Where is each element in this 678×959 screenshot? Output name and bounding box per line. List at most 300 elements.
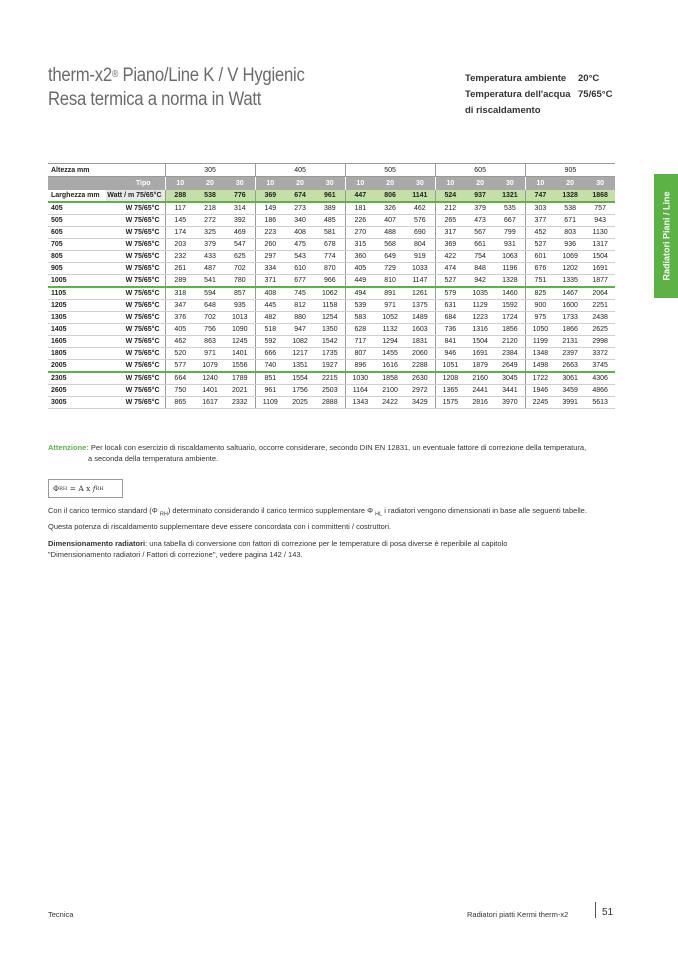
width-value: 674 bbox=[285, 190, 315, 202]
table-cell: 3970 bbox=[495, 396, 525, 408]
table-row bbox=[48, 384, 615, 396]
table-cell: 1556 bbox=[225, 359, 255, 372]
row-unit: W 75/65°C bbox=[106, 299, 165, 311]
table-cell: 1158 bbox=[315, 299, 345, 311]
table-cell: 379 bbox=[195, 238, 225, 250]
table-cell: 2422 bbox=[375, 396, 405, 408]
table-cell: 851 bbox=[255, 372, 285, 385]
table-cell: 3991 bbox=[555, 396, 585, 408]
table-cell: 186 bbox=[255, 214, 285, 226]
table-cell: 625 bbox=[225, 250, 255, 262]
table-cell: 736 bbox=[435, 323, 465, 335]
table-cell: 181 bbox=[345, 202, 375, 215]
table-cell: 340 bbox=[285, 214, 315, 226]
table-cell: 1051 bbox=[435, 359, 465, 372]
table-row bbox=[48, 287, 615, 300]
table-cell: 4866 bbox=[585, 384, 615, 396]
table-cell: 1063 bbox=[495, 250, 525, 262]
table-cell: 1691 bbox=[465, 347, 495, 359]
width-value: 1321 bbox=[495, 190, 525, 202]
table-cell: 1035 bbox=[465, 287, 495, 300]
table-cell: 212 bbox=[435, 202, 465, 215]
table-cell: 2663 bbox=[555, 359, 585, 372]
height-label: Altezza mm bbox=[48, 164, 165, 177]
table-cell: 473 bbox=[465, 214, 495, 226]
table-cell: 2441 bbox=[465, 384, 495, 396]
row-unit: W 75/65°C bbox=[106, 250, 165, 262]
table-cell: 2251 bbox=[585, 299, 615, 311]
row-unit: W 75/65°C bbox=[106, 287, 165, 300]
condition-row: Temperatura dell'acqua 75/65°C bbox=[465, 89, 613, 100]
table-cell: 1132 bbox=[375, 323, 405, 335]
table-cell: 539 bbox=[345, 299, 375, 311]
table-cell: 1554 bbox=[285, 372, 315, 385]
table-cell: 848 bbox=[465, 262, 495, 274]
table-cell: 966 bbox=[315, 274, 345, 287]
table-cell: 149 bbox=[255, 202, 285, 215]
table-cell: 757 bbox=[585, 202, 615, 215]
table-cell: 2397 bbox=[555, 347, 585, 359]
table-cell: 1877 bbox=[585, 274, 615, 287]
row-unit: W 75/65°C bbox=[106, 323, 165, 335]
table-cell: 2215 bbox=[315, 372, 345, 385]
table-cell: 289 bbox=[165, 274, 195, 287]
note-text: Per locali con esercizio di riscaldamento saltuario, occorre considerare, secondo DIN EN 12831, un eventuale fattore di correzione della temperatura, bbox=[88, 443, 587, 452]
table-cell: 1033 bbox=[405, 262, 435, 274]
table-cell: 583 bbox=[345, 311, 375, 323]
table-row bbox=[48, 347, 615, 359]
table-cell: 649 bbox=[375, 250, 405, 262]
height-header: 905 bbox=[525, 164, 615, 177]
table-cell: 975 bbox=[525, 311, 555, 323]
row-unit: W 75/65°C bbox=[106, 262, 165, 274]
table-cell: 780 bbox=[225, 274, 255, 287]
table-cell: 369 bbox=[435, 238, 465, 250]
table-cell: 935 bbox=[225, 299, 255, 311]
table-cell: 579 bbox=[435, 287, 465, 300]
table-row bbox=[48, 323, 615, 335]
table-cell: 475 bbox=[285, 238, 315, 250]
table-cell: 1858 bbox=[375, 372, 405, 385]
table-cell: 3045 bbox=[495, 372, 525, 385]
type-header-row bbox=[48, 177, 615, 190]
table-cell: 315 bbox=[345, 238, 375, 250]
table-cell: 661 bbox=[465, 238, 495, 250]
table-cell: 807 bbox=[345, 347, 375, 359]
table-cell: 1343 bbox=[345, 396, 375, 408]
table-cell: 541 bbox=[195, 274, 225, 287]
table-cell: 314 bbox=[225, 202, 255, 215]
table-row bbox=[48, 335, 615, 347]
row-height: 2005 bbox=[48, 359, 106, 372]
table-cell: 2649 bbox=[495, 359, 525, 372]
width-value: 961 bbox=[315, 190, 345, 202]
table-cell: 648 bbox=[195, 299, 225, 311]
table-cell: 666 bbox=[255, 347, 285, 359]
table-cell: 1254 bbox=[315, 311, 345, 323]
table-cell: 676 bbox=[525, 262, 555, 274]
table-cell: 610 bbox=[285, 262, 315, 274]
row-height: 2605 bbox=[48, 384, 106, 396]
type-header: 30 bbox=[495, 177, 525, 190]
formula-box: Φ RH = A x f RH bbox=[48, 479, 123, 498]
type-header: 30 bbox=[225, 177, 255, 190]
table-cell: 1691 bbox=[585, 262, 615, 274]
row-unit: W 75/65°C bbox=[106, 202, 165, 215]
table-cell: 1109 bbox=[255, 396, 285, 408]
type-header: 20 bbox=[285, 177, 315, 190]
table-cell: 1756 bbox=[285, 384, 315, 396]
row-unit: W 75/65°C bbox=[106, 396, 165, 408]
table-cell: 1328 bbox=[495, 274, 525, 287]
table-cell: 1789 bbox=[225, 372, 255, 385]
table-cell: 3429 bbox=[405, 396, 435, 408]
table-cell: 1735 bbox=[315, 347, 345, 359]
table-cell: 3441 bbox=[495, 384, 525, 396]
table-cell: 943 bbox=[585, 214, 615, 226]
type-header: 10 bbox=[165, 177, 195, 190]
table-cell: 2888 bbox=[315, 396, 345, 408]
table-cell: 942 bbox=[465, 274, 495, 287]
table-cell: 628 bbox=[345, 323, 375, 335]
table-cell: 577 bbox=[165, 359, 195, 372]
table-cell: 117 bbox=[165, 202, 195, 215]
table-cell: 857 bbox=[225, 287, 255, 300]
table-cell: 1196 bbox=[495, 262, 525, 274]
table-cell: 1130 bbox=[585, 226, 615, 238]
width-value: 1328 bbox=[555, 190, 585, 202]
type-header: 30 bbox=[315, 177, 345, 190]
table-cell: 702 bbox=[225, 262, 255, 274]
table-cell: 1350 bbox=[315, 323, 345, 335]
table-cell: 1856 bbox=[495, 323, 525, 335]
type-header: 10 bbox=[435, 177, 465, 190]
row-height: 705 bbox=[48, 238, 106, 250]
table-cell: 1223 bbox=[465, 311, 495, 323]
row-height: 905 bbox=[48, 262, 106, 274]
table-cell: 581 bbox=[315, 226, 345, 238]
table-cell: 1052 bbox=[375, 311, 405, 323]
type-header: 20 bbox=[375, 177, 405, 190]
table-cell: 1030 bbox=[345, 372, 375, 385]
width-value: 538 bbox=[195, 190, 225, 202]
row-height: 805 bbox=[48, 250, 106, 262]
paragraph-heat-load: Con il carico termico standard (Φ $_{RH}$) determinato considerando il carico termico supplementare Φ $_{HL}$ i radiatori vengono dimensionati in base alle seguenti tabelle. Questa potenza di riscaldamento supplementare deve essere concordata con i committenti / costruttori. bbox=[48, 506, 587, 531]
width-value: 524 bbox=[435, 190, 465, 202]
table-cell: 1603 bbox=[405, 323, 435, 335]
table-cell: 1013 bbox=[225, 311, 255, 323]
table-cell: 2021 bbox=[225, 384, 255, 396]
table-cell: 1062 bbox=[315, 287, 345, 300]
table-cell: 226 bbox=[345, 214, 375, 226]
table-cell: 2064 bbox=[585, 287, 615, 300]
width-row bbox=[48, 190, 615, 202]
table-cell: 1927 bbox=[315, 359, 345, 372]
table-cell: 671 bbox=[555, 214, 585, 226]
table-cell: 678 bbox=[315, 238, 345, 250]
table-cell: 2384 bbox=[495, 347, 525, 359]
row-height: 1805 bbox=[48, 347, 106, 359]
table-cell: 774 bbox=[315, 250, 345, 262]
table-cell: 919 bbox=[405, 250, 435, 262]
attention-note bbox=[48, 442, 586, 464]
table-cell: 407 bbox=[375, 214, 405, 226]
row-height: 405 bbox=[48, 202, 106, 215]
table-cell: 2160 bbox=[465, 372, 495, 385]
note-text: a seconda della temperatura ambiente. bbox=[88, 454, 219, 463]
width-value: 369 bbox=[255, 190, 285, 202]
table-cell: 1316 bbox=[465, 323, 495, 335]
table-cell: 1317 bbox=[585, 238, 615, 250]
height-header: 605 bbox=[435, 164, 525, 177]
table-cell: 261 bbox=[165, 262, 195, 274]
table-cell: 631 bbox=[435, 299, 465, 311]
table-cell: 379 bbox=[465, 202, 495, 215]
row-unit: W 75/65°C bbox=[106, 274, 165, 287]
table-row bbox=[48, 311, 615, 323]
table-cell: 1129 bbox=[465, 299, 495, 311]
title-line-2: Resa termica a norma in Watt bbox=[48, 89, 262, 110]
table-cell: 1504 bbox=[585, 250, 615, 262]
table-row bbox=[48, 359, 615, 372]
table-cell: 2816 bbox=[465, 396, 495, 408]
table-cell: 717 bbox=[345, 335, 375, 347]
type-label: Tipo bbox=[48, 177, 165, 190]
table-cell: 1294 bbox=[375, 335, 405, 347]
width-value: 447 bbox=[345, 190, 375, 202]
table-row bbox=[48, 299, 615, 311]
table-cell: 754 bbox=[465, 250, 495, 262]
row-height: 1605 bbox=[48, 335, 106, 347]
row-height: 605 bbox=[48, 226, 106, 238]
table-cell: 567 bbox=[465, 226, 495, 238]
width-value: 1141 bbox=[405, 190, 435, 202]
table-cell: 810 bbox=[375, 274, 405, 287]
table-cell: 1600 bbox=[555, 299, 585, 311]
row-height: 1105 bbox=[48, 287, 106, 300]
type-header: 10 bbox=[345, 177, 375, 190]
table-cell: 449 bbox=[345, 274, 375, 287]
page-number: 51 bbox=[602, 907, 614, 918]
table-row bbox=[48, 250, 615, 262]
table-row bbox=[48, 372, 615, 385]
table-cell: 3061 bbox=[555, 372, 585, 385]
table-cell: 664 bbox=[165, 372, 195, 385]
table-cell: 971 bbox=[195, 347, 225, 359]
table-cell: 1348 bbox=[525, 347, 555, 359]
table-cell: 946 bbox=[435, 347, 465, 359]
table-cell: 2131 bbox=[555, 335, 585, 347]
table-cell: 487 bbox=[195, 262, 225, 274]
table-cell: 2245 bbox=[525, 396, 555, 408]
table-cell: 2503 bbox=[315, 384, 345, 396]
table-cell: 462 bbox=[405, 202, 435, 215]
condition-row: di riscaldamento bbox=[465, 105, 541, 116]
table-cell: 1616 bbox=[375, 359, 405, 372]
table-cell: 389 bbox=[315, 202, 345, 215]
table-cell: 1722 bbox=[525, 372, 555, 385]
table-cell: 273 bbox=[285, 202, 315, 215]
table-cell: 474 bbox=[435, 262, 465, 274]
table-cell: 1245 bbox=[225, 335, 255, 347]
height-header: 405 bbox=[255, 164, 345, 177]
table-cell: 452 bbox=[525, 226, 555, 238]
table-cell: 751 bbox=[525, 274, 555, 287]
table-cell: 1199 bbox=[525, 335, 555, 347]
table-cell: 870 bbox=[315, 262, 345, 274]
table-cell: 936 bbox=[555, 238, 585, 250]
table-cell: 1733 bbox=[555, 311, 585, 323]
table-cell: 422 bbox=[435, 250, 465, 262]
table-cell: 1866 bbox=[555, 323, 585, 335]
table-cell: 863 bbox=[195, 335, 225, 347]
height-header: 305 bbox=[165, 164, 255, 177]
table-cell: 799 bbox=[495, 226, 525, 238]
table-cell: 433 bbox=[195, 250, 225, 262]
table-cell: 1724 bbox=[495, 311, 525, 323]
type-header: 30 bbox=[405, 177, 435, 190]
table-cell: 174 bbox=[165, 226, 195, 238]
table-cell: 1542 bbox=[315, 335, 345, 347]
table-cell: 405 bbox=[345, 262, 375, 274]
table-row bbox=[48, 274, 615, 287]
table-cell: 3459 bbox=[555, 384, 585, 396]
table-cell: 931 bbox=[495, 238, 525, 250]
table-cell: 317 bbox=[435, 226, 465, 238]
table-cell: 865 bbox=[165, 396, 195, 408]
table-cell: 303 bbox=[525, 202, 555, 215]
row-unit: W 75/65°C bbox=[106, 214, 165, 226]
page-title bbox=[48, 64, 448, 112]
table-row bbox=[48, 214, 615, 226]
table-cell: 1575 bbox=[435, 396, 465, 408]
test-conditions bbox=[465, 71, 628, 119]
table-cell: 750 bbox=[165, 384, 195, 396]
table-cell: 3745 bbox=[585, 359, 615, 372]
table-cell: 527 bbox=[435, 274, 465, 287]
table-cell: 547 bbox=[225, 238, 255, 250]
table-cell: 729 bbox=[375, 262, 405, 274]
table-cell: 1217 bbox=[285, 347, 315, 359]
table-cell: 260 bbox=[255, 238, 285, 250]
table-cell: 971 bbox=[375, 299, 405, 311]
table-cell: 445 bbox=[255, 299, 285, 311]
table-cell: 543 bbox=[285, 250, 315, 262]
table-cell: 2060 bbox=[405, 347, 435, 359]
table-row bbox=[48, 226, 615, 238]
table-cell: 377 bbox=[525, 214, 555, 226]
table-cell: 947 bbox=[285, 323, 315, 335]
height-header-row bbox=[48, 164, 615, 177]
table-cell: 469 bbox=[225, 226, 255, 238]
condition-row: Temperatura ambiente 20°C bbox=[465, 73, 600, 84]
row-unit: W 75/65°C bbox=[106, 347, 165, 359]
table-cell: 145 bbox=[165, 214, 195, 226]
table-cell: 1208 bbox=[435, 372, 465, 385]
table-cell: 1351 bbox=[285, 359, 315, 372]
table-cell: 803 bbox=[555, 226, 585, 238]
table-cell: 677 bbox=[285, 274, 315, 287]
width-value: 806 bbox=[375, 190, 405, 202]
type-header: 20 bbox=[465, 177, 495, 190]
table-cell: 825 bbox=[525, 287, 555, 300]
table-cell: 2625 bbox=[585, 323, 615, 335]
row-unit: W 75/65°C bbox=[106, 384, 165, 396]
table-cell: 2100 bbox=[375, 384, 405, 396]
table-cell: 485 bbox=[315, 214, 345, 226]
row-unit: W 75/65°C bbox=[106, 359, 165, 372]
table-cell: 405 bbox=[165, 323, 195, 335]
table-cell: 1498 bbox=[525, 359, 555, 372]
table-cell: 520 bbox=[165, 347, 195, 359]
table-cell: 408 bbox=[285, 226, 315, 238]
table-cell: 203 bbox=[165, 238, 195, 250]
table-cell: 804 bbox=[405, 238, 435, 250]
table-cell: 2288 bbox=[405, 359, 435, 372]
table-cell: 232 bbox=[165, 250, 195, 262]
table-cell: 592 bbox=[255, 335, 285, 347]
table-cell: 812 bbox=[285, 299, 315, 311]
table-cell: 1401 bbox=[195, 384, 225, 396]
width-label: Larghezza mm bbox=[48, 190, 106, 202]
table-cell: 4306 bbox=[585, 372, 615, 385]
table-cell: 1489 bbox=[405, 311, 435, 323]
table-cell: 527 bbox=[525, 238, 555, 250]
table-cell: 272 bbox=[195, 214, 225, 226]
row-height: 1205 bbox=[48, 299, 106, 311]
footer-section: Tecnica bbox=[48, 910, 74, 919]
table-cell: 1082 bbox=[285, 335, 315, 347]
row-unit: W 75/65°C bbox=[106, 372, 165, 385]
row-height: 505 bbox=[48, 214, 106, 226]
footer-title: Radiatori piatti Kermi therm-x2 bbox=[467, 910, 569, 919]
table-cell: 2630 bbox=[405, 372, 435, 385]
table-cell: 1467 bbox=[555, 287, 585, 300]
type-header: 20 bbox=[195, 177, 225, 190]
table-cell: 745 bbox=[285, 287, 315, 300]
table-row bbox=[48, 202, 615, 215]
table-cell: 841 bbox=[435, 335, 465, 347]
width-value: 937 bbox=[465, 190, 495, 202]
width-value: 747 bbox=[525, 190, 555, 202]
table-row bbox=[48, 396, 615, 408]
table-cell: 318 bbox=[165, 287, 195, 300]
row-unit: W 75/65°C bbox=[106, 311, 165, 323]
table-cell: 1335 bbox=[555, 274, 585, 287]
row-height: 2305 bbox=[48, 372, 106, 385]
table-cell: 684 bbox=[435, 311, 465, 323]
table-cell: 961 bbox=[255, 384, 285, 396]
table-cell: 1069 bbox=[555, 250, 585, 262]
table-cell: 2025 bbox=[285, 396, 315, 408]
heat-output-table bbox=[48, 163, 615, 409]
table-cell: 667 bbox=[495, 214, 525, 226]
table-cell: 891 bbox=[375, 287, 405, 300]
footer-divider bbox=[595, 902, 596, 918]
table-cell: 265 bbox=[435, 214, 465, 226]
table-cell: 494 bbox=[345, 287, 375, 300]
table-cell: 1946 bbox=[525, 384, 555, 396]
table-cell: 2998 bbox=[585, 335, 615, 347]
row-height: 1305 bbox=[48, 311, 106, 323]
row-unit: W 75/65°C bbox=[106, 226, 165, 238]
table-cell: 594 bbox=[195, 287, 225, 300]
table-cell: 1455 bbox=[375, 347, 405, 359]
table-row bbox=[48, 238, 615, 250]
table-cell: 488 bbox=[375, 226, 405, 238]
table-cell: 360 bbox=[345, 250, 375, 262]
table-cell: 2438 bbox=[585, 311, 615, 323]
